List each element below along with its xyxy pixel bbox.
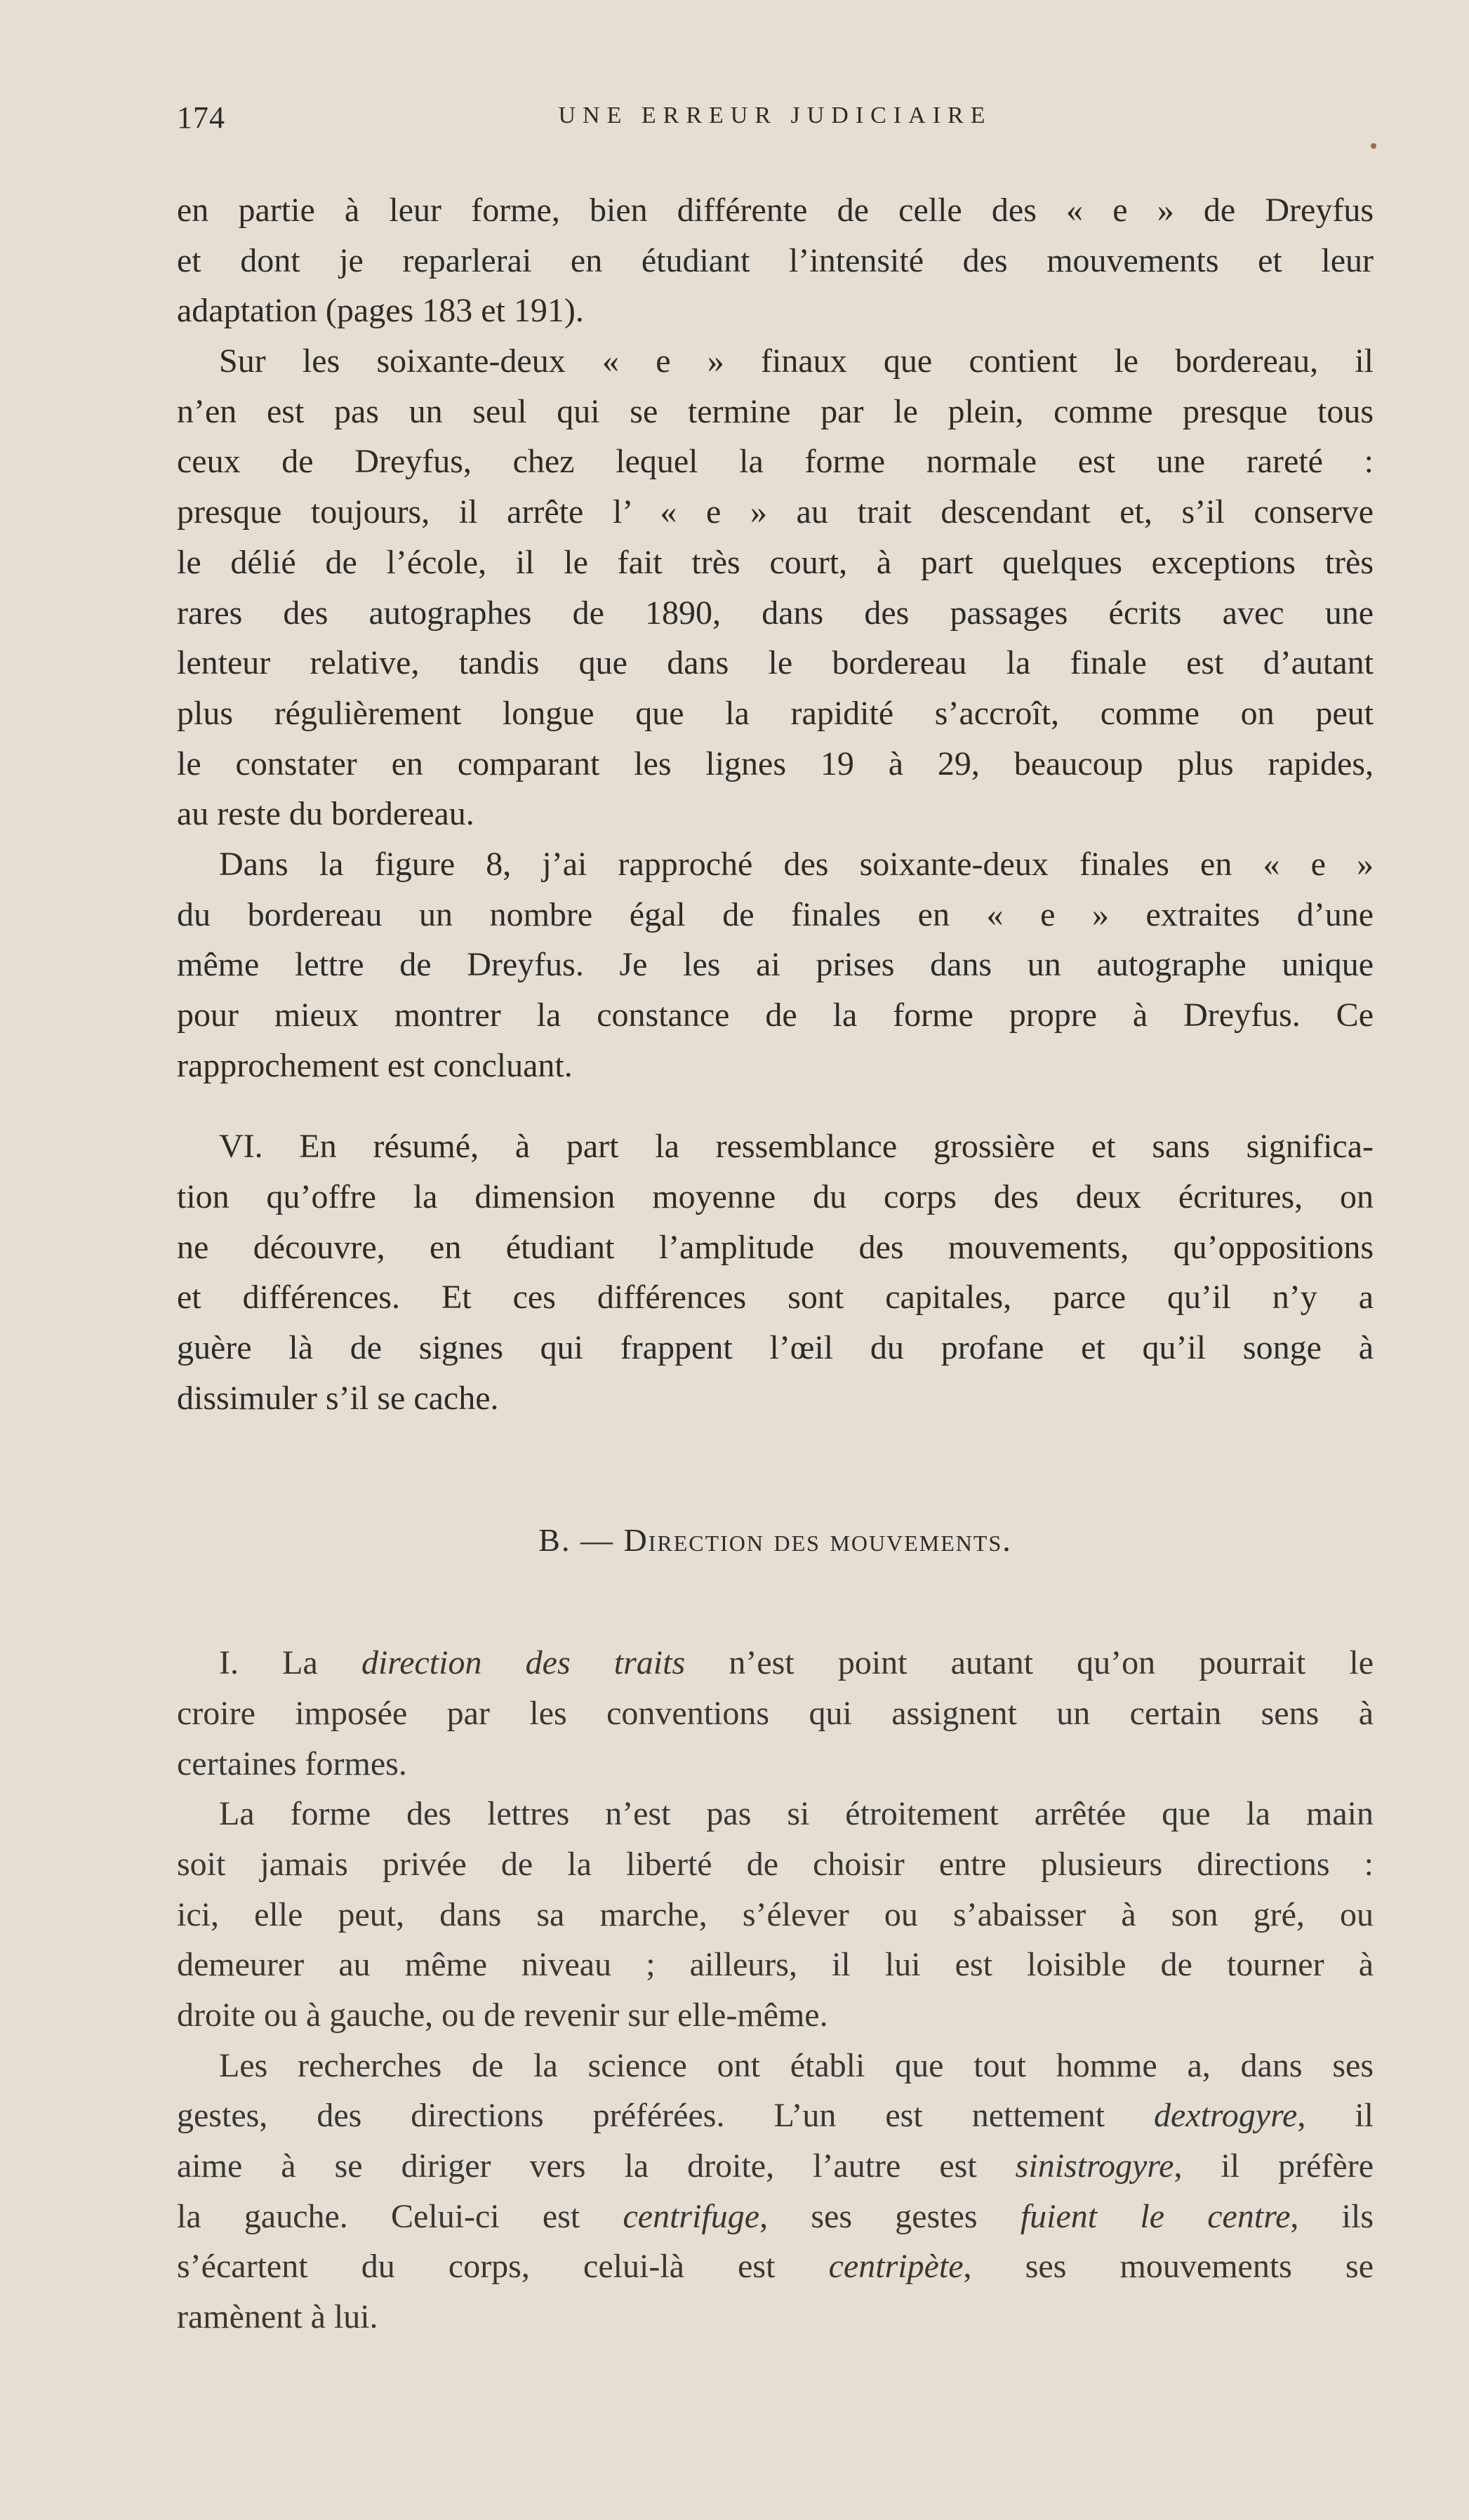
- text-run: s’écartent du corps, celui-là est: [177, 2248, 829, 2286]
- text-line: Les recherches de la science ont établi que tout homme a, dans ses: [219, 2046, 1374, 2084]
- section-dash: —: [580, 1521, 614, 1558]
- text-line: Dans la figure 8, j’ai rapproché des soixante-deux finales en « e »: [219, 845, 1374, 883]
- paragraph-4: [177, 1121, 1374, 1423]
- text-line: même lettre de Dreyfus. Je les ai prises dans un autographe unique: [177, 946, 1374, 984]
- section-title-rest: irection des mouvements.: [648, 1521, 1012, 1558]
- text-run: , il préfère: [1174, 2147, 1374, 2185]
- text-line: ceux de Dreyfus, chez lequel la forme normale est une rareté :: [177, 443, 1374, 481]
- text-line: droite ou à gauche, ou de revenir sur elle-même.: [177, 1996, 828, 2034]
- italic-term: sinistrogyre: [1015, 2147, 1174, 2185]
- text-line: ramènent à lui.: [177, 2298, 378, 2336]
- paragraph-3: [177, 839, 1374, 1091]
- text-line: [177, 1638, 1374, 1688]
- text-run: gestes, des directions préférées. L’un est nettement: [177, 2097, 1154, 2135]
- text-line: le constater en comparant les lignes 19 à 29, beaucoup plus rapides,: [177, 745, 1374, 782]
- italic-term: direction des traits: [361, 1644, 686, 1682]
- paragraph-1: [177, 185, 1374, 336]
- section-paragraph-1: [177, 1638, 1374, 1789]
- text-line: rapprochement est concluant.: [177, 1046, 573, 1084]
- text-line: lenteur relative, tandis que dans le bordereau la finale est d’autant: [177, 644, 1374, 682]
- text-line: croire imposée par les conventions qui assignent un certain sens à: [177, 1694, 1374, 1732]
- section-letter: B.: [538, 1521, 571, 1558]
- text-run: aime à se diriger vers la droite, l’autre est: [177, 2147, 1016, 2185]
- italic-term: fuient le centre: [1020, 2197, 1291, 2235]
- text-run: n’est point autant qu’on pourrait le: [685, 1644, 1374, 1682]
- text-run: , il: [1297, 2097, 1374, 2135]
- text-line: dissimuler s’il se cache.: [177, 1379, 499, 1417]
- text-line: adaptation (pages 183 et 191).: [177, 292, 584, 330]
- running-title: UNE ERREUR JUDICIAIRE: [558, 102, 992, 128]
- text-line: [177, 2091, 1374, 2141]
- text-line: [177, 2192, 1374, 2242]
- section-heading: [177, 1515, 1374, 1566]
- text-line: [177, 2141, 1374, 2192]
- paragraph-2: [177, 336, 1374, 839]
- text-line: du bordereau un nombre égal de finales en « e » extraites d’une: [177, 895, 1374, 933]
- text-line: n’en est pas un seul qui se termine par le plein, comme presque tous: [177, 392, 1374, 430]
- text-line: tion qu’offre la dimension moyenne du corps des deux écritures, on: [177, 1178, 1374, 1216]
- italic-term: centrifuge: [623, 2197, 760, 2235]
- text-line: guère là de signes qui frappent l’œil du profane et qu’il songe à: [177, 1329, 1374, 1367]
- text-line: en partie à leur forme, bien différente de celle des « e » de Dreyfus: [177, 192, 1374, 229]
- text-run: I. La: [219, 1644, 361, 1682]
- text-line: au reste du bordereau.: [177, 795, 474, 833]
- text-line: VI. En résumé, à part la ressemblance grossière et sans significa-: [219, 1128, 1374, 1166]
- italic-term: dextrogyre: [1153, 2097, 1298, 2135]
- text-line: soit jamais privée de la liberté de choisir entre plusieurs directions :: [177, 1845, 1374, 1883]
- text-line: presque toujours, il arrête l’ « e » au trait descendant et, s’il conserve: [177, 493, 1374, 531]
- section-paragraph-2: [177, 1789, 1374, 2040]
- italic-term: centripète: [828, 2248, 964, 2286]
- text-line: certaines formes.: [177, 1745, 407, 1782]
- text-line: ici, elle peut, dans sa marche, s’élever ou s’abaisser à son gré, ou: [177, 1895, 1374, 1933]
- body-text: [177, 185, 1374, 2342]
- text-line: [177, 2241, 1374, 2292]
- text-line: et dont je reparlerai en étudiant l’intensité des mouvements et leur: [177, 241, 1374, 279]
- text-line: demeurer au même niveau ; ailleurs, il lui est loisible de tourner à: [177, 1946, 1374, 1984]
- text-line: La forme des lettres n’est pas si étroitement arrêtée que la main: [219, 1795, 1374, 1833]
- text-line: ne découvre, en étudiant l’amplitude des mouvements, qu’oppositions: [177, 1228, 1374, 1266]
- text-run: , ses mouvements se: [963, 2248, 1374, 2286]
- section-title-initial: D: [623, 1521, 649, 1558]
- text-line: pour mieux montrer la constance de la forme propre à Dreyfus. Ce: [177, 996, 1374, 1034]
- text-line: plus régulièrement longue que la rapidité s’accroît, comme on peut: [177, 694, 1374, 732]
- section-paragraph-3: [177, 2041, 1374, 2342]
- text-run: , ses gestes: [759, 2197, 1021, 2235]
- text-line: et différences. Et ces différences sont capitales, parce qu’il n’y a: [177, 1279, 1374, 1316]
- text-line: le délié de l’école, il le fait très court, à part quelques exceptions très: [177, 543, 1374, 581]
- page-number: 174: [177, 100, 225, 135]
- text-run: , ils: [1290, 2197, 1374, 2235]
- text-line: Sur les soixante-deux « e » finaux que contient le bordereau, il: [219, 342, 1374, 380]
- page-header: [177, 100, 1374, 142]
- ink-speck: [1371, 143, 1376, 149]
- text-line: rares des autographes de 1890, dans des passages écrits avec une: [177, 594, 1374, 632]
- text-run: la gauche. Celui-ci est: [177, 2197, 623, 2235]
